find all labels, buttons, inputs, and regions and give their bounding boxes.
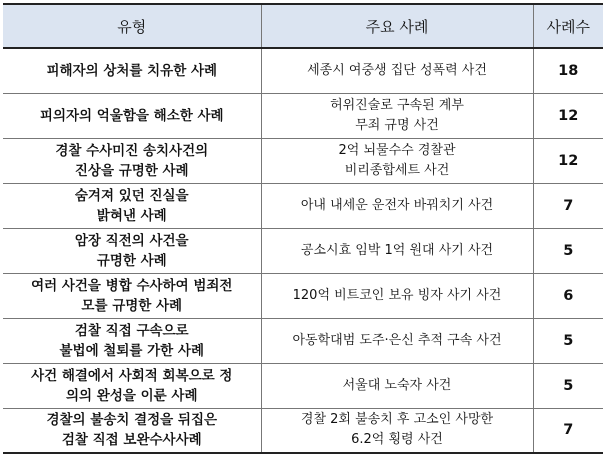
type-cell-line: 사건 해결에서 사회적 회복으로 정 xyxy=(31,367,233,384)
table-row xyxy=(3,363,603,408)
header-type: 유형 xyxy=(3,4,261,48)
example-cell xyxy=(261,273,533,318)
type-cell-line: 피의자의 억울함을 해소한 사례 xyxy=(39,107,224,124)
example-cell-line: 아내 내세운 운전자 바꿔치기 사건 xyxy=(300,197,494,213)
example-cell-line: 경찰 2회 불송치 후 고소인 사망한 xyxy=(300,412,494,428)
type-cell xyxy=(3,318,261,363)
example-cell xyxy=(261,228,533,273)
type-cell-line: 밝혀낸 사례 xyxy=(96,207,167,224)
example-cell xyxy=(261,183,533,228)
type-cell-line: 진상을 규명한 사례 xyxy=(74,162,189,179)
example-cell xyxy=(261,318,533,363)
type-cell xyxy=(3,363,261,408)
type-cell xyxy=(3,273,261,318)
count-cell: 7 xyxy=(533,408,603,453)
type-cell-line: 암장 직전의 사건을 xyxy=(74,232,189,249)
example-cell xyxy=(261,48,533,93)
case-summary-table xyxy=(3,3,603,454)
example-cell-line: 허위진술로 구속된 계부 xyxy=(330,97,464,113)
table-row xyxy=(3,93,603,138)
type-cell xyxy=(3,93,261,138)
example-cell xyxy=(261,408,533,453)
table-row xyxy=(3,48,603,93)
count-cell: 12 xyxy=(533,93,603,138)
type-cell-line: 모를 규명한 사례 xyxy=(81,297,183,314)
example-cell-line: 2억 뇌물수수 경찰관 xyxy=(338,142,456,158)
example-cell xyxy=(261,363,533,408)
table-row xyxy=(3,318,603,363)
example-cell-line: 6.2억 횡령 사건 xyxy=(351,432,443,448)
type-cell xyxy=(3,138,261,183)
table-row xyxy=(3,408,603,453)
count-cell: 7 xyxy=(533,183,603,228)
count-cell: 5 xyxy=(533,363,603,408)
case-table-container xyxy=(3,3,603,454)
count-cell: 5 xyxy=(533,228,603,273)
type-cell-line: 검찰 직접 구속으로 xyxy=(74,322,189,339)
table-body xyxy=(3,48,603,453)
type-cell xyxy=(3,183,261,228)
type-cell-line: 규명한 사례 xyxy=(96,252,167,269)
example-cell-line: 공소시효 임박 1억 원대 사기 사건 xyxy=(300,242,494,258)
header-case-count: 사례수 xyxy=(533,4,603,48)
example-cell-line: 120억 비트코인 보유 빙자 사기 사건 xyxy=(292,287,502,303)
type-cell-line: 경찰의 불송치 결정을 뒤집은 xyxy=(46,412,218,429)
table-row xyxy=(3,273,603,318)
example-cell xyxy=(261,93,533,138)
type-cell-line: 의의 완성을 이룬 사례 xyxy=(66,387,198,404)
count-cell: 5 xyxy=(533,318,603,363)
example-cell-line: 서울대 노숙자 사건 xyxy=(342,377,452,393)
type-cell-line: 검찰 직접 보완수사사례 xyxy=(61,432,202,449)
count-cell: 6 xyxy=(533,273,603,318)
type-cell-line: 여러 사건을 병합 수사하여 범죄전 xyxy=(31,277,233,294)
count-cell: 18 xyxy=(533,48,603,93)
table-row xyxy=(3,138,603,183)
type-cell xyxy=(3,228,261,273)
example-cell-line: 무죄 규명 사건 xyxy=(355,117,439,133)
type-cell-line: 경찰 수사미진 송치사건의 xyxy=(55,142,209,159)
table-row xyxy=(3,228,603,273)
type-cell-line: 피해자의 상처를 치유한 사례 xyxy=(46,62,218,79)
count-cell: 12 xyxy=(533,138,603,183)
type-cell xyxy=(3,408,261,453)
type-cell-line: 불법에 철퇴를 가한 사례 xyxy=(59,342,204,359)
example-cell-line: 아동학대범 도주·은신 추적 구속 사건 xyxy=(292,332,502,348)
header-main-cases: 주요 사례 xyxy=(261,4,533,48)
example-cell xyxy=(261,138,533,183)
table-row xyxy=(3,183,603,228)
example-cell-line: 세종시 여중생 집단 성폭력 사건 xyxy=(307,62,487,78)
type-cell xyxy=(3,48,261,93)
type-cell-line: 숨겨져 있던 진실을 xyxy=(74,187,189,204)
example-cell-line: 비리종합세트 사건 xyxy=(344,162,450,178)
table-header-row xyxy=(3,4,603,48)
